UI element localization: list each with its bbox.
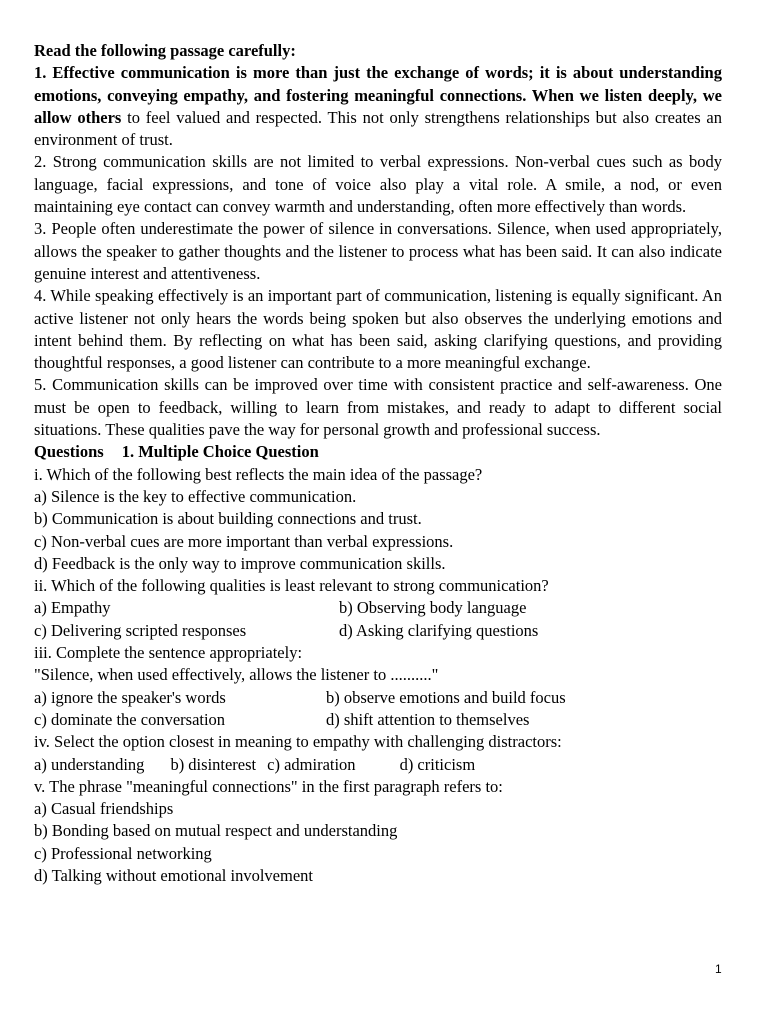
question-1-option-d: d) Feedback is the only way to improve communication skills. [34,553,446,573]
question-5-option-c: c) Professional networking [34,843,212,863]
question-4-stem: iv. Select the option closest in meaning to empathy with challenging distractors: [34,732,562,752]
question-1-stem: i. Which of the following best reflects the main idea of the passage? [34,464,483,484]
passage-paragraph-1 [34,62,722,151]
question-3-option-a: a) ignore the speaker's words [34,687,226,707]
question-2 [34,575,722,642]
question-5-stem: v. The phrase "meaningful connections" in the first paragraph refers to: [34,776,503,796]
question-1 [34,464,722,575]
passage-heading: Read the following passage carefully: [34,41,296,60]
question-4-option-d: d) criticism [399,754,476,774]
page-number: 1 [715,962,722,976]
questions-heading [34,441,722,463]
question-3-options-row-1 [34,687,722,709]
question-3-option-d: d) shift attention to themselves [326,709,530,729]
question-2-stem: ii. Which of the following qualities is least relevant to strong communication? [34,576,549,596]
question-5-option-d: d) Talking without emotional involvement [34,865,314,885]
question-5 [34,776,722,887]
question-2-options-row-1 [34,597,722,619]
question-2-option-b: b) Observing body language [339,598,527,618]
passage-paragraph-2: 2. Strong communication skills are not limited to verbal expressions. Non-verbal cues such as body language, facial expressions, and tone of voice also play a vital role. A smile, a nod, or even maintaining eye contact can convey warmth and understanding, often more effectively than words. [34,152,722,217]
question-3-options-row-2 [34,709,722,731]
question-4-option-b: b) disinterest [170,754,257,774]
question-3-stem: iii. Complete the sentence appropriately: [34,643,303,663]
question-4-options-row [34,754,722,776]
paragraph-1-text: to feel valued and respected. This not only strengthens relationships but also creates an environment of trust. [34,107,722,150]
paragraph-1-bold-text: 1. Effective communication is more than just the exchange of words; it is about understanding emotions, conveying empathy, and fostering meaningful connections. When we listen deeply, we allow others [34,63,722,127]
question-2-option-d: d) Asking clarifying questions [339,620,539,640]
question-4-option-c: c) admiration [267,754,356,774]
page-content [34,40,722,887]
question-3 [34,642,722,731]
question-1-option-c: c) Non-verbal cues are more important than verbal expressions. [34,531,454,551]
question-2-option-c: c) Delivering scripted responses [34,620,247,640]
question-3-option-b: b) observe emotions and build focus [326,687,566,707]
passage-paragraph-5: 5. Communication skills can be improved over time with consistent practice and self-awareness. One must be open to feedback, willing to learn from mistakes, and ready to adapt to different social situations. These qualities pave the way for personal growth and professional success. [34,375,722,440]
question-3-option-c: c) dominate the conversation [34,709,226,729]
question-2-option-a: a) Empathy [34,598,111,618]
questions-section-title: 1. Multiple Choice Question [121,442,319,462]
question-4 [34,731,722,776]
question-1-option-b: b) Communication is about building connections and trust. [34,509,422,529]
passage-paragraph-3: 3. People often underestimate the power of silence in conversations. Silence, when used appropriately, allows the speaker to gather thoughts and the listener to process what has been said. It can also indicate genuine interest and attentiveness. [34,219,722,283]
questions-label: Questions [34,442,104,462]
question-4-option-a: a) understanding [34,754,145,774]
question-3-quote: "Silence, when used effectively, allows the listener to .........." [34,665,439,685]
question-5-option-a: a) Casual friendships [34,799,174,819]
question-2-options-row-2 [34,620,722,642]
passage-paragraph-4: 4. While speaking effectively is an important part of communication, listening is equally significant. An active listener not only hears the words being spoken but also observes the underlying emotions and intent behind them. By reflecting on what has been said, asking clarifying questions, and providing thoughtful responses, a good listener can contribute to a more meaningful exchange. [34,286,722,373]
question-1-option-a: a) Silence is the key to effective communication. [34,486,357,506]
question-5-option-b: b) Bonding based on mutual respect and understanding [34,821,398,841]
